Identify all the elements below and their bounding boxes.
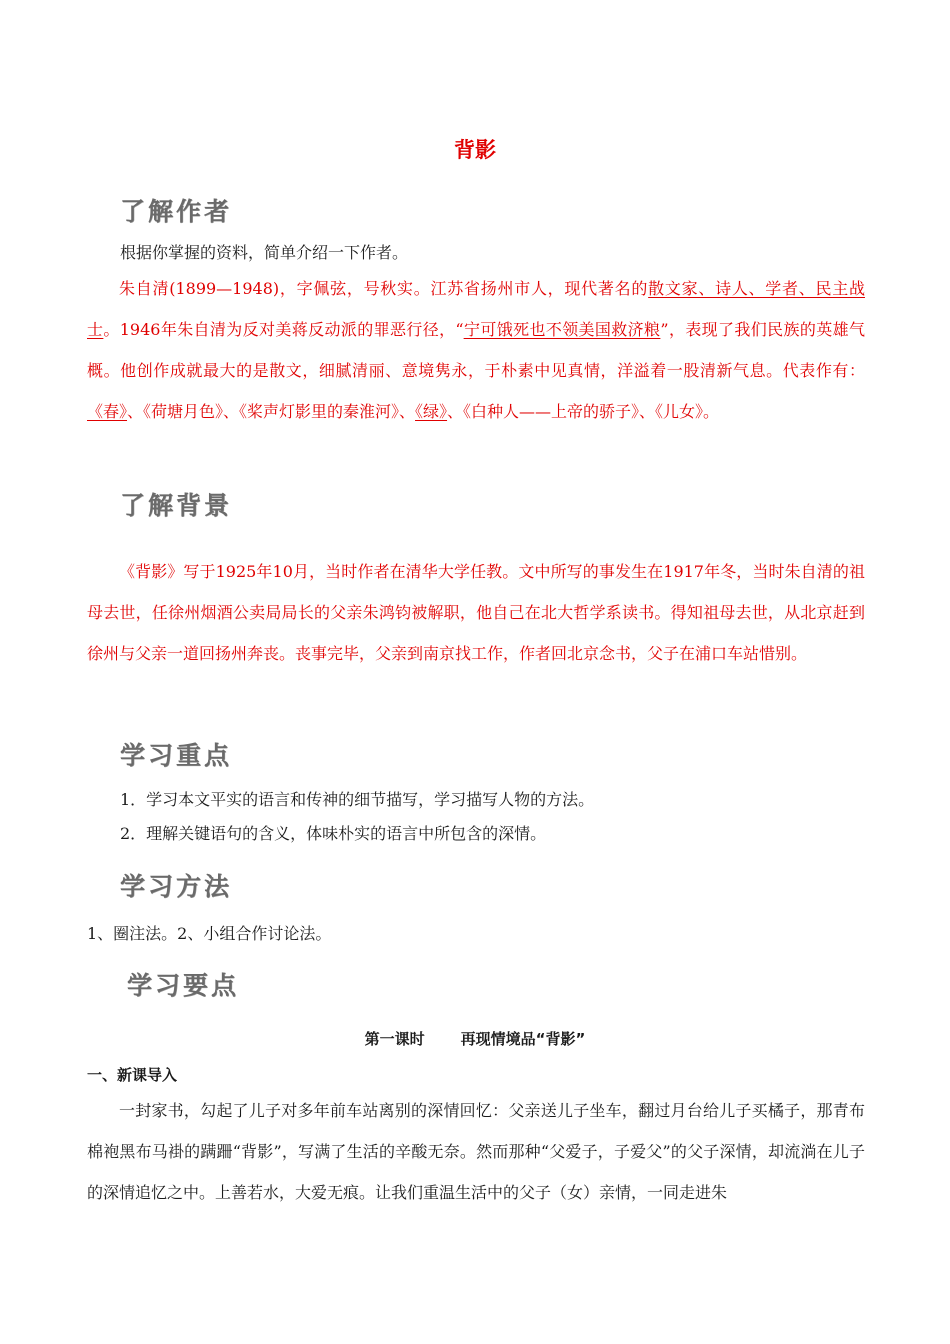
section-heading-background: 了解背景 — [120, 491, 233, 520]
intro-paragraph: 一封家书，勾起了儿子对多年前车站离别的深情回忆：父亲送儿子坐车，翻过月台给儿子买橘子，那青布棉袍黑布马褂的蹒跚“背影”，写满了生活的辛酸无奈。然而那种“父爱子，子爱父”的父子深情，却流淌在儿子的深情追忆之中。上善若水，大爱无痕。让我们重温生活中的父子（女）亲情，一同走进朱 — [87, 1101, 865, 1202]
focus-item-1: 1．学习本文平实的语言和传神的细节描写，学习描写人物的方法。 — [120, 790, 595, 809]
author-paragraph — [87, 268, 865, 432]
author-prompt: 根据你掌握的资料，简单介绍一下作者。 — [120, 243, 409, 262]
lesson-period: 第一课时 — [364, 1030, 425, 1048]
section-heading-focus: 学习重点 — [120, 741, 233, 770]
author-text-a: 朱自清(1899—1948)，字佩弦，号秋实。江苏省扬州市人，现代著名的 — [119, 279, 649, 298]
lesson-name: 再现情境品“背影” — [460, 1030, 586, 1048]
author-text-d: 、《荷塘月色》、《桨声灯影里的秦淮河》、 — [127, 402, 416, 421]
page-title: 背影 — [454, 138, 496, 162]
method-text: 1、圈注法。2、小组合作讨论法。 — [87, 924, 332, 943]
author-text-e: 、《白种人——上帝的骄子》、《儿女》。 — [447, 402, 720, 421]
author-text-b: 。1946年朱自清为反对美蒋反动派的罪恶行径，“ — [103, 320, 464, 339]
author-underline-green: 《绿》 — [415, 402, 448, 421]
author-text-c: ”，表现了我们民族的英雄气概。他创作成就最大的是散文，细腻清丽、意境隽永，于朴素中见真情，洋溢着一股清新气息。代表作有： — [87, 320, 865, 380]
author-underline-quote: 宁可饿死也不领美国救济粮 — [463, 320, 661, 339]
author-underline-spring: 《春》 — [87, 402, 128, 421]
background-paragraph: 《背影》写于1925年10月，当时作者在清华大学任教。文中所写的事发生在1917年冬，当时朱自清的祖母去世，任徐州烟酒公卖局局长的父亲朱鸿钧被解职，他自己在北大哲学系读书。得知祖母去世，从北京赶到徐州与父亲一道回扬州奔丧。丧事完毕，父亲到南京找工作，作者回北京念书，父子在浦口车站惜别。 — [87, 562, 865, 663]
section-heading-points: 学习要点 — [127, 971, 240, 1000]
lesson-heading — [0, 1028, 950, 1049]
section-heading-method: 学习方法 — [120, 872, 233, 901]
intro-heading: 一、新课导入 — [87, 1066, 178, 1084]
author-underline-titles: 散文家、诗人、学者、民主战士 — [87, 279, 865, 339]
focus-item-2: 2．理解关键语句的含义，体味朴实的语言中所包含的深情。 — [120, 824, 547, 843]
section-heading-author: 了解作者 — [120, 197, 233, 226]
